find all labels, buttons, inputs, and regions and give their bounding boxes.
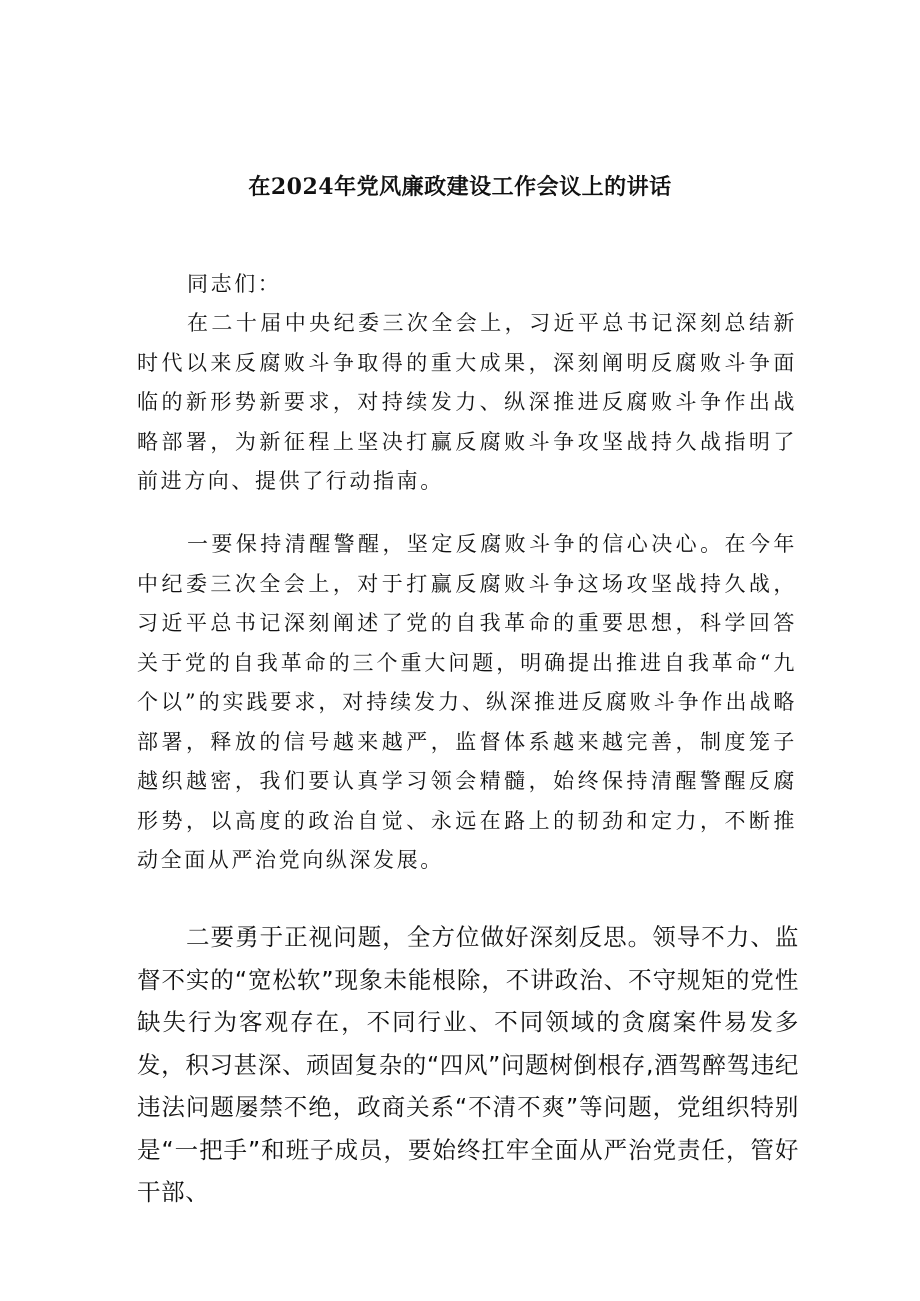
paragraph-3: 二要勇于正视问题，全方位做好深刻反思。领导不力、监督不实的“宽松软”现象未能根除，不讲政治、不守规矩的党性缺失行为客观存在，不同行业、不同领域的贪腐案件易发多发，积习甚深、顽固复杂的“四风”问题树倒根存,酒驾醉驾违纪违法问题屡禁不绝，政商关系“不清不爽”等问题，党组织特别是“一把手”和班子成员，要始终扛牢全面从严治党责任，管好干部、	[137, 923, 799, 1206]
paragraph-2: 一要保持清醒警醒，坚定反腐败斗争的信心决心。在今年中纪委三次全会上，对于打赢反腐败斗争这场攻坚战持久战，习近平总书记深刻阐述了党的自我革命的重要思想，科学回答关于党的自我革命的三个重大问题，明确提出推进自我革命“九个以”的实践要求，对持续发力、纵深推进反腐败斗争作出战略部署，释放的信号越来越严，监督体系越来越完善，制度笼子越织越密，我们要认真学习领会精髓，始终保持清醒警醒反腐形势，以高度的政治自觉、永远在路上的韧劲和定力，不断推动全面从严治党向纵深发展。	[137, 532, 797, 872]
document-title: 在2024年党风廉政建设工作会议上的讲话	[248, 174, 672, 200]
paragraph-1: 在二十届中央纪委三次全会上，习近平总书记深刻总结新时代以来反腐败斗争取得的重大成果，深刻阐明反腐败斗争面临的新形势新要求，对持续发力、纵深推进反腐败斗争作出战略部署，为新征程上坚决打赢反腐败斗争攻坚战持久战指明了前进方向、提供了行动指南。	[137, 311, 797, 493]
salutation: 同志们：	[187, 272, 282, 296]
